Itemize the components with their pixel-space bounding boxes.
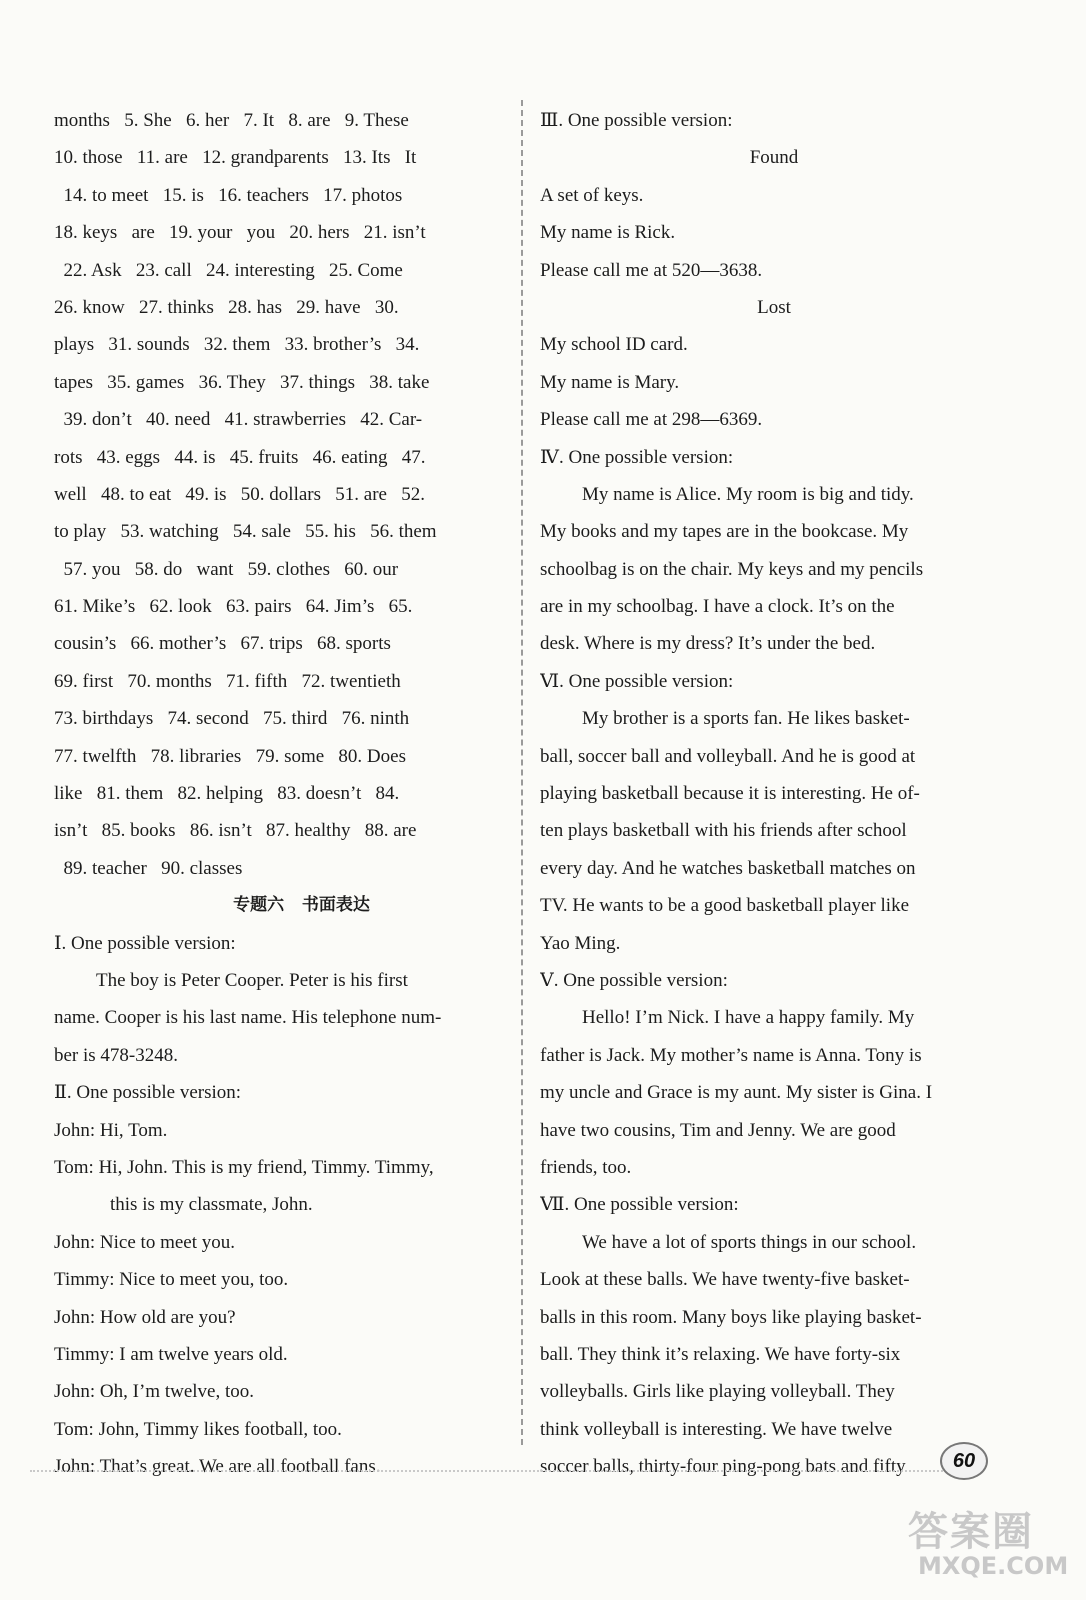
answer-line: plays 31. sounds 32. them 33. brother’s 34. [54, 334, 420, 356]
section-label: Ⅴ. One possible version: [540, 969, 728, 991]
dialogue-line: Timmy: Nice to meet you, too. [54, 1269, 289, 1291]
paragraph-line: volleyballs. Girls like playing volleyball. They [540, 1381, 895, 1403]
notice-title: Lost [757, 296, 791, 318]
paragraph-line: My books and my tapes are in the bookcase. My [540, 521, 909, 543]
section-7 [540, 1186, 1008, 1485]
answer-line: 57. you 58. do want 59. clothes 60. our [54, 558, 399, 580]
answer-line: 61. Mike’s 62. look 63. pairs 64. Jim’s 65. [54, 596, 413, 618]
paragraph-line: are in my schoolbag. I have a clock. It’s on the [540, 596, 895, 618]
notice-line: My school ID card. [540, 334, 688, 356]
paragraph-line: balls in this room. Many boys like playing basket- [540, 1306, 922, 1328]
section-1 [54, 925, 509, 1075]
dialogue-line: John: Nice to meet you. [54, 1231, 235, 1253]
dialogue-line: Tom: Hi, John. This is my friend, Timmy. Timmy, [54, 1156, 434, 1178]
answer-line: to play 53. watching 54. sale 55. his 56. them [54, 521, 437, 543]
paragraph-line: We have a lot of sports things in our school. [582, 1231, 917, 1253]
answer-line: 73. birthdays 74. second 75. third 76. ninth [54, 708, 410, 730]
section-label: Ⅲ. One possible version: [540, 110, 733, 131]
section-4 [540, 439, 1008, 663]
section-label: Ⅳ. One possible version: [540, 446, 734, 468]
paragraph-line: Hello! I’m Nick. I have a happy family. My [582, 1007, 915, 1029]
footer-rule [30, 1470, 950, 1472]
answer-line: 26. know 27. thinks 28. has 29. have 30. [54, 296, 399, 318]
answer-line: 18. keys are 19. your you 20. hers 21. isn’t [54, 222, 426, 244]
section-label: Ⅶ. One possible version: [540, 1194, 739, 1216]
paragraph-line: My name is Alice. My room is big and tidy. [582, 483, 914, 505]
paragraph-line: The boy is Peter Cooper. Peter is his first [96, 969, 408, 991]
dialogue-line: this is my classmate, John. [110, 1194, 313, 1216]
answer-line: tapes 35. games 36. They 37. things 38. take [54, 371, 430, 393]
answer-line: 89. teacher 90. classes [54, 857, 243, 879]
section-5 [540, 962, 1008, 1186]
paragraph-line: TV. He wants to be a good basketball player like [540, 895, 909, 917]
paragraph-line: soccer balls, thirty-four ping-pong bats and fifty [540, 1456, 906, 1478]
section-3 [540, 102, 1008, 439]
answer-line: 77. twelfth 78. libraries 79. some 80. Does [54, 745, 406, 767]
paragraph-line: ball. They think it’s relaxing. We have forty-six [540, 1343, 901, 1365]
answer-line: 69. first 70. months 71. fifth 72. twentieth [54, 670, 401, 692]
right-column [540, 102, 1008, 1485]
paragraph-line: father is Jack. My mother’s name is Anna. Tony is [540, 1044, 922, 1066]
page-number: 60 [940, 1442, 988, 1480]
notice-line: My name is Rick. [540, 222, 676, 244]
paragraph-line: My brother is a sports fan. He likes basket- [582, 708, 910, 730]
paragraph-line: ball, soccer ball and volleyball. And he is good at [540, 745, 916, 767]
section-2 [54, 1074, 509, 1485]
section-label: Ⅵ. One possible version: [540, 670, 734, 692]
watermark-logo: 答案圈 [908, 1509, 1034, 1555]
answer-line: 22. Ask 23. call 24. interesting 25. Come [54, 259, 403, 281]
answer-line: like 81. them 82. helping 83. doesn’t 84. [54, 783, 400, 805]
notice-line: Please call me at 298—6369. [540, 409, 763, 431]
paragraph-line: every day. And he watches basketball matches on [540, 857, 916, 879]
answer-line: 10. those 11. are 12. grandparents 13. Its It [54, 147, 417, 169]
paragraph-line: friends, too. [540, 1156, 632, 1178]
paragraph-line: Look at these balls. We have twenty-five basket- [540, 1269, 910, 1291]
dialogue-line: Timmy: I am twelve years old. [54, 1343, 288, 1365]
answer-list [54, 102, 509, 887]
answer-line: 39. don’t 40. need 41. strawberries 42. Car- [54, 409, 423, 431]
column-divider [521, 100, 523, 1445]
answer-line: well 48. to eat 49. is 50. dollars 51. are 52. [54, 483, 425, 505]
notice-line: Please call me at 520—3638. [540, 259, 763, 281]
watermark [900, 1500, 1080, 1592]
answer-line: isn’t 85. books 86. isn’t 87. healthy 88. are [54, 820, 417, 842]
paragraph-line: ten plays basketball with his friends after school [540, 820, 907, 842]
dialogue-line: John: That’s great. We are all football fans. [54, 1456, 381, 1478]
section-6 [540, 663, 1008, 962]
paragraph-line: desk. Where is my dress? It’s under the bed. [540, 633, 876, 655]
answer-line: rots 43. eggs 44. is 45. fruits 46. eating 47. [54, 446, 426, 468]
notice-line: A set of keys. [540, 184, 644, 206]
paragraph-line: name. Cooper is his last name. His telephone num- [54, 1007, 442, 1029]
answer-line: months 5. She 6. her 7. It 8. are 9. These [54, 110, 409, 131]
left-column [54, 102, 509, 1485]
section-heading: 专题六 书面表达 [233, 895, 370, 916]
paragraph-line: ber is 478-3248. [54, 1044, 179, 1066]
section-label: Ⅰ. One possible version: [54, 932, 236, 954]
notice-line: My name is Mary. [540, 371, 680, 393]
dialogue-line: John: How old are you? [54, 1306, 236, 1328]
paragraph-line: playing basketball because it is interesting. He of- [540, 783, 920, 805]
paragraph-line: schoolbag is on the chair. My keys and my pencils [540, 558, 924, 580]
dialogue-line: Tom: John, Timmy likes football, too. [54, 1418, 342, 1440]
dialogue-line: John: Oh, I’m twelve, too. [54, 1381, 255, 1403]
section-label: Ⅱ. One possible version: [54, 1082, 242, 1104]
paragraph-line: my uncle and Grace is my aunt. My sister is Gina. I [540, 1082, 933, 1104]
paragraph-line: have two cousins, Tim and Jenny. We are good [540, 1119, 896, 1141]
dialogue-line: John: Hi, Tom. [54, 1119, 168, 1141]
answer-line: 14. to meet 15. is 16. teachers 17. photos [54, 184, 403, 206]
answer-line: cousin’s 66. mother’s 67. trips 68. sports [54, 633, 391, 655]
paragraph-line: think volleyball is interesting. We have twelve [540, 1418, 893, 1440]
notice-title: Found [749, 147, 799, 169]
paragraph-line: Yao Ming. [540, 932, 621, 954]
watermark-url: MXQE.COM [918, 1552, 1069, 1580]
